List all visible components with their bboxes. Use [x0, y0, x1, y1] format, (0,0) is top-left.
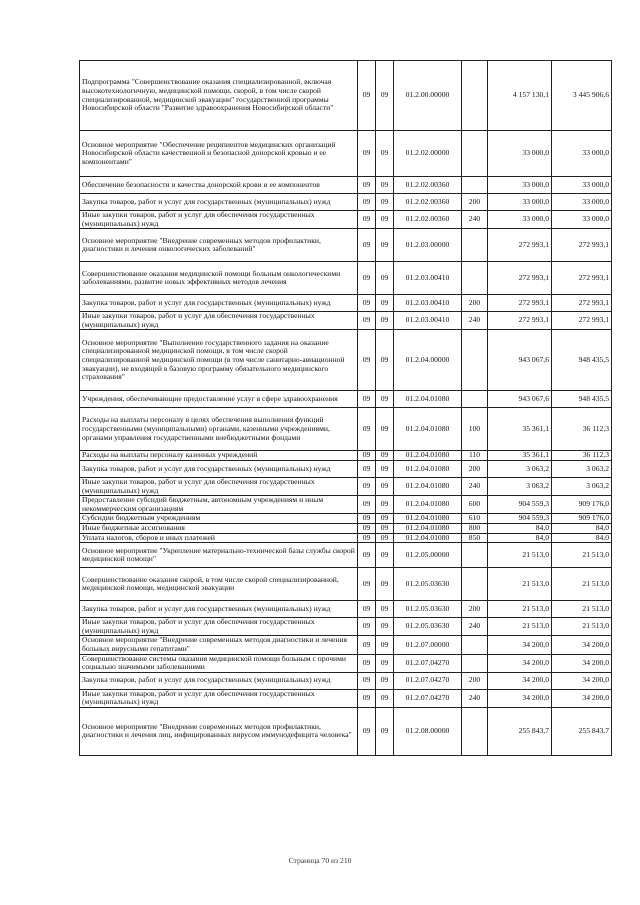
item-name-cell: Учреждения, обеспечивающие предоставление услуг в сфере здравоохранения — [80, 391, 358, 408]
expense-type-cell: 850 — [462, 533, 488, 543]
target-article-cell: 01.2.02.00360 — [394, 211, 462, 229]
subsection-code-cell: 09 — [376, 654, 394, 672]
expense-type-cell — [462, 568, 488, 601]
section-code-cell: 09 — [358, 477, 376, 495]
subsection-code-cell: 09 — [376, 477, 394, 495]
target-article-cell: 01.2.03.00410 — [394, 262, 462, 295]
subsection-code-cell: 09 — [376, 514, 394, 524]
target-article-cell: 01.2.02.00000 — [394, 131, 462, 177]
expense-type-cell — [462, 391, 488, 408]
subsection-code-cell: 09 — [376, 689, 394, 707]
expense-type-cell: 240 — [462, 477, 488, 495]
amount-year1-cell: 21 513,0 — [488, 618, 552, 636]
item-name-cell: Предоставление субсидий бюджетным, автономным учреждениям и иным некоммерческим организациям — [80, 496, 358, 514]
section-code-cell: 09 — [358, 523, 376, 533]
amount-year1-cell: 21 513,0 — [488, 543, 552, 568]
item-name-cell: Закупка товаров, работ и услуг для государственных (муниципальных) нужд — [80, 672, 358, 689]
subsection-code-cell: 09 — [376, 194, 394, 211]
amount-year2-cell: 909 176,0 — [552, 496, 612, 514]
subsection-code-cell: 09 — [376, 211, 394, 229]
amount-year2-cell: 948 435,5 — [552, 391, 612, 408]
section-code-cell: 09 — [358, 654, 376, 672]
expense-type-cell: 240 — [462, 689, 488, 707]
target-article-cell: 01.2.04.01080 — [394, 533, 462, 543]
section-code-cell: 09 — [358, 312, 376, 330]
amount-year1-cell: 34 200,0 — [488, 654, 552, 672]
subsection-code-cell: 09 — [376, 672, 394, 689]
section-code-cell: 09 — [358, 689, 376, 707]
expense-type-cell — [462, 654, 488, 672]
target-article-cell: 01.2.04.01080 — [394, 523, 462, 533]
table-row — [80, 672, 612, 689]
expense-type-cell: 800 — [462, 523, 488, 533]
expense-type-cell — [462, 707, 488, 755]
section-code-cell: 09 — [358, 61, 376, 131]
subsection-code-cell: 09 — [376, 229, 394, 262]
item-name-cell: Расходы на выплаты персоналу казенных учреждений — [80, 451, 358, 461]
amount-year2-cell: 3 445 906,6 — [552, 61, 612, 131]
amount-year1-cell: 255 843,7 — [488, 707, 552, 755]
amount-year1-cell: 34 200,0 — [488, 689, 552, 707]
section-code-cell: 09 — [358, 330, 376, 391]
amount-year1-cell: 3 063,2 — [488, 477, 552, 495]
item-name-cell: Обеспечение безопасности и качества донорской крови и ее компонентов — [80, 177, 358, 194]
table-row — [80, 229, 612, 262]
expense-type-cell: 200 — [462, 194, 488, 211]
amount-year1-cell: 4 157 130,1 — [488, 61, 552, 131]
table-row — [80, 496, 612, 514]
table-row — [80, 654, 612, 672]
amount-year1-cell: 33 000,0 — [488, 177, 552, 194]
section-code-cell: 09 — [358, 707, 376, 755]
section-code-cell: 09 — [358, 533, 376, 543]
subsection-code-cell: 09 — [376, 533, 394, 543]
section-code-cell: 09 — [358, 391, 376, 408]
expense-type-cell — [462, 61, 488, 131]
target-article-cell: 01.2.02.00360 — [394, 177, 462, 194]
item-name-cell: Иные закупки товаров, работ и услуг для обеспечения государственных (муниципальных) нужд — [80, 211, 358, 229]
section-code-cell: 09 — [358, 408, 376, 451]
item-name-cell: Закупка товаров, работ и услуг для государственных (муниципальных) нужд — [80, 295, 358, 312]
subsection-code-cell: 09 — [376, 707, 394, 755]
table-row — [80, 543, 612, 568]
table-body — [80, 61, 612, 756]
expense-type-cell — [462, 543, 488, 568]
item-name-cell: Закупка товаров, работ и услуг для государственных (муниципальных) нужд — [80, 601, 358, 618]
table-row — [80, 477, 612, 495]
amount-year2-cell: 84,0 — [552, 523, 612, 533]
item-name-cell: Основное мероприятие "Укрепление материально-технической базы службы скорой медицинской помощи" — [80, 543, 358, 568]
amount-year1-cell: 904 559,3 — [488, 514, 552, 524]
amount-year2-cell: 36 112,3 — [552, 451, 612, 461]
amount-year1-cell: 272 993,1 — [488, 262, 552, 295]
amount-year1-cell: 34 200,0 — [488, 672, 552, 689]
expense-type-cell: 200 — [462, 460, 488, 477]
section-code-cell: 09 — [358, 514, 376, 524]
target-article-cell: 01.2.05.03630 — [394, 601, 462, 618]
subsection-code-cell: 09 — [376, 523, 394, 533]
expense-type-cell — [462, 636, 488, 654]
expense-type-cell: 240 — [462, 211, 488, 229]
item-name-cell: Иные закупки товаров, работ и услуг для обеспечения государственных (муниципальных) нужд — [80, 689, 358, 707]
expense-type-cell: 610 — [462, 514, 488, 524]
subsection-code-cell: 09 — [376, 601, 394, 618]
item-name-cell: Основное мероприятие "Выполнение государственного задания на оказание специализированной медицинской помощи, в том числе скорой специализированной медицинской помощи (в том числе санитарно-авиационной эвакуации), не входящей в базовую программу обязательного медицинского страхования" — [80, 330, 358, 391]
item-name-cell: Иные закупки товаров, работ и услуг для обеспечения государственных (муниципальных) нужд — [80, 618, 358, 636]
budget-table — [79, 60, 612, 756]
section-code-cell: 09 — [358, 636, 376, 654]
amount-year2-cell: 34 200,0 — [552, 689, 612, 707]
subsection-code-cell: 09 — [376, 618, 394, 636]
amount-year2-cell: 34 200,0 — [552, 672, 612, 689]
subsection-code-cell: 09 — [376, 61, 394, 131]
table-row — [80, 636, 612, 654]
item-name-cell: Подпрограмма "Совершенствование оказания специализированной, включая высокотехнологичную, медицинской помощи, скорой, в том числе скорой специализированной, медицинской эвакуации" государственной программы Новосибирской области "Развитие здравоохранения Новосибирской области" — [80, 61, 358, 131]
amount-year1-cell: 3 063,2 — [488, 460, 552, 477]
table-row — [80, 523, 612, 533]
item-name-cell: Основное мероприятие "Внедрение современных методов диагностики и лечения больных вирусными гепатитами" — [80, 636, 358, 654]
table-row — [80, 689, 612, 707]
target-article-cell: 01.2.04.01080 — [394, 460, 462, 477]
amount-year1-cell: 33 000,0 — [488, 211, 552, 229]
amount-year1-cell: 943 067,6 — [488, 391, 552, 408]
table-row — [80, 460, 612, 477]
subsection-code-cell: 09 — [376, 177, 394, 194]
amount-year1-cell: 84,0 — [488, 523, 552, 533]
amount-year2-cell: 34 200,0 — [552, 654, 612, 672]
table-row — [80, 391, 612, 408]
section-code-cell: 09 — [358, 543, 376, 568]
item-name-cell: Основное мероприятие "Внедрение современных методов профилактики, диагностики и лечения онкологических заболеваний" — [80, 229, 358, 262]
target-article-cell: 01.2.04.00000 — [394, 330, 462, 391]
target-article-cell: 01.2.04.01080 — [394, 496, 462, 514]
target-article-cell: 01.2.04.01080 — [394, 451, 462, 461]
amount-year1-cell: 272 993,1 — [488, 295, 552, 312]
amount-year2-cell: 21 513,0 — [552, 618, 612, 636]
expense-type-cell: 110 — [462, 451, 488, 461]
subsection-code-cell: 09 — [376, 496, 394, 514]
item-name-cell: Расходы на выплаты персоналу в целях обеспечения выполнения функций государственными (муниципальными) органами, казенными учреждениями, органами управления государственными внебюджетными фондами — [80, 408, 358, 451]
expense-type-cell: 200 — [462, 672, 488, 689]
expense-type-cell — [462, 262, 488, 295]
section-code-cell: 09 — [358, 229, 376, 262]
section-code-cell: 09 — [358, 618, 376, 636]
target-article-cell: 01.2.07.00000 — [394, 636, 462, 654]
amount-year2-cell: 3 063,2 — [552, 477, 612, 495]
amount-year2-cell: 272 993,1 — [552, 295, 612, 312]
amount-year2-cell: 34 200,0 — [552, 636, 612, 654]
amount-year2-cell: 33 000,0 — [552, 131, 612, 177]
table-row — [80, 312, 612, 330]
table-row — [80, 601, 612, 618]
amount-year2-cell: 36 112,3 — [552, 408, 612, 451]
subsection-code-cell: 09 — [376, 295, 394, 312]
amount-year1-cell: 35 361,1 — [488, 451, 552, 461]
amount-year1-cell: 35 361,1 — [488, 408, 552, 451]
expense-type-cell — [462, 131, 488, 177]
table-row — [80, 262, 612, 295]
target-article-cell: 01.2.05.03630 — [394, 618, 462, 636]
subsection-code-cell: 09 — [376, 568, 394, 601]
section-code-cell: 09 — [358, 211, 376, 229]
item-name-cell: Основное мероприятие "Внедрение современных методов профилактики, диагностики и лечения лиц, инфицированных вирусом иммунодефицита человека" — [80, 707, 358, 755]
item-name-cell: Иные закупки товаров, работ и услуг для обеспечения государственных (муниципальных) нужд — [80, 477, 358, 495]
item-name-cell: Совершенствование системы оказания медицинской помощи больным с прочими социально значимыми заболеваниями — [80, 654, 358, 672]
amount-year2-cell: 21 513,0 — [552, 543, 612, 568]
amount-year2-cell: 948 435,5 — [552, 330, 612, 391]
target-article-cell: 01.2.04.01080 — [394, 514, 462, 524]
target-article-cell: 01.2.02.00360 — [394, 194, 462, 211]
expense-type-cell — [462, 177, 488, 194]
page-number: Страница 70 из 210 — [288, 856, 352, 865]
target-article-cell: 01.2.05.00000 — [394, 543, 462, 568]
expense-type-cell — [462, 229, 488, 262]
table-row — [80, 61, 612, 131]
table-row — [80, 408, 612, 451]
section-code-cell: 09 — [358, 451, 376, 461]
item-name-cell: Совершенствование оказания медицинской помощи больным онкологическими заболеваниями, развитие новых эффективных методов лечения — [80, 262, 358, 295]
target-article-cell: 01.2.08.00000 — [394, 707, 462, 755]
target-article-cell: 01.2.04.01080 — [394, 477, 462, 495]
amount-year2-cell: 909 176,0 — [552, 514, 612, 524]
expense-type-cell: 200 — [462, 295, 488, 312]
target-article-cell: 01.2.07.04270 — [394, 654, 462, 672]
table-row — [80, 533, 612, 543]
section-code-cell: 09 — [358, 177, 376, 194]
section-code-cell: 09 — [358, 568, 376, 601]
target-article-cell: 01.2.03.00410 — [394, 312, 462, 330]
expense-type-cell: 100 — [462, 408, 488, 451]
table-row — [80, 707, 612, 755]
target-article-cell: 01.2.07.04270 — [394, 689, 462, 707]
table-row — [80, 295, 612, 312]
amount-year2-cell: 33 000,0 — [552, 177, 612, 194]
amount-year1-cell: 84,0 — [488, 533, 552, 543]
subsection-code-cell: 09 — [376, 408, 394, 451]
item-name-cell: Закупка товаров, работ и услуг для государственных (муниципальных) нужд — [80, 194, 358, 211]
amount-year2-cell: 272 993,1 — [552, 262, 612, 295]
section-code-cell: 09 — [358, 460, 376, 477]
item-name-cell: Уплата налогов, сборов и иных платежей — [80, 533, 358, 543]
amount-year2-cell: 33 000,0 — [552, 194, 612, 211]
amount-year1-cell: 33 000,0 — [488, 131, 552, 177]
subsection-code-cell: 09 — [376, 451, 394, 461]
table-row — [80, 211, 612, 229]
subsection-code-cell: 09 — [376, 460, 394, 477]
amount-year1-cell: 943 067,6 — [488, 330, 552, 391]
item-name-cell: Основное мероприятие "Обеспечение реципиентов медицинских организаций Новосибирской области качественной и безопасной донорской кровью и ее компонентами" — [80, 131, 358, 177]
item-name-cell: Совершенствование оказания скорой, в том числе скорой специализированной, медицинской помощи, медицинской эвакуации — [80, 568, 358, 601]
subsection-code-cell: 09 — [376, 330, 394, 391]
target-article-cell: 01.2.04.01080 — [394, 408, 462, 451]
amount-year2-cell: 84,0 — [552, 533, 612, 543]
expense-type-cell: 240 — [462, 312, 488, 330]
amount-year1-cell: 33 000,0 — [488, 194, 552, 211]
table-row — [80, 194, 612, 211]
target-article-cell: 01.2.03.00000 — [394, 229, 462, 262]
amount-year2-cell: 21 513,0 — [552, 601, 612, 618]
target-article-cell: 01.2.03.00410 — [394, 295, 462, 312]
subsection-code-cell: 09 — [376, 262, 394, 295]
amount-year1-cell: 34 200,0 — [488, 636, 552, 654]
amount-year2-cell: 33 000,0 — [552, 211, 612, 229]
subsection-code-cell: 09 — [376, 543, 394, 568]
table-row — [80, 177, 612, 194]
amount-year2-cell: 3 063,2 — [552, 460, 612, 477]
table-row — [80, 451, 612, 461]
amount-year1-cell: 21 513,0 — [488, 601, 552, 618]
amount-year2-cell: 272 993,1 — [552, 312, 612, 330]
item-name-cell: Закупка товаров, работ и услуг для государственных (муниципальных) нужд — [80, 460, 358, 477]
table-row — [80, 618, 612, 636]
target-article-cell: 01.2.07.04270 — [394, 672, 462, 689]
table-row — [80, 330, 612, 391]
amount-year1-cell: 272 993,1 — [488, 229, 552, 262]
subsection-code-cell: 09 — [376, 636, 394, 654]
expense-type-cell: 600 — [462, 496, 488, 514]
section-code-cell: 09 — [358, 194, 376, 211]
section-code-cell: 09 — [358, 672, 376, 689]
section-code-cell: 09 — [358, 601, 376, 618]
target-article-cell: 01.2.04.01080 — [394, 391, 462, 408]
target-article-cell: 01.2.05.03630 — [394, 568, 462, 601]
amount-year2-cell: 272 993,1 — [552, 229, 612, 262]
expense-type-cell: 240 — [462, 618, 488, 636]
amount-year1-cell: 904 559,3 — [488, 496, 552, 514]
amount-year2-cell: 255 843,7 — [552, 707, 612, 755]
section-code-cell: 09 — [358, 131, 376, 177]
table-row — [80, 568, 612, 601]
table-row — [80, 131, 612, 177]
subsection-code-cell: 09 — [376, 391, 394, 408]
amount-year2-cell: 21 513,0 — [552, 568, 612, 601]
item-name-cell: Иные закупки товаров, работ и услуг для обеспечения государственных (муниципальных) нужд — [80, 312, 358, 330]
target-article-cell: 01.2.00.00000 — [394, 61, 462, 131]
item-name-cell: Субсидии бюджетным учреждениям — [80, 514, 358, 524]
item-name-cell: Иные бюджетные ассигнования — [80, 523, 358, 533]
subsection-code-cell: 09 — [376, 131, 394, 177]
table-row — [80, 514, 612, 524]
section-code-cell: 09 — [358, 295, 376, 312]
section-code-cell: 09 — [358, 262, 376, 295]
expense-type-cell — [462, 330, 488, 391]
amount-year1-cell: 272 993,1 — [488, 312, 552, 330]
subsection-code-cell: 09 — [376, 312, 394, 330]
section-code-cell: 09 — [358, 496, 376, 514]
expense-type-cell: 200 — [462, 601, 488, 618]
amount-year1-cell: 21 513,0 — [488, 568, 552, 601]
